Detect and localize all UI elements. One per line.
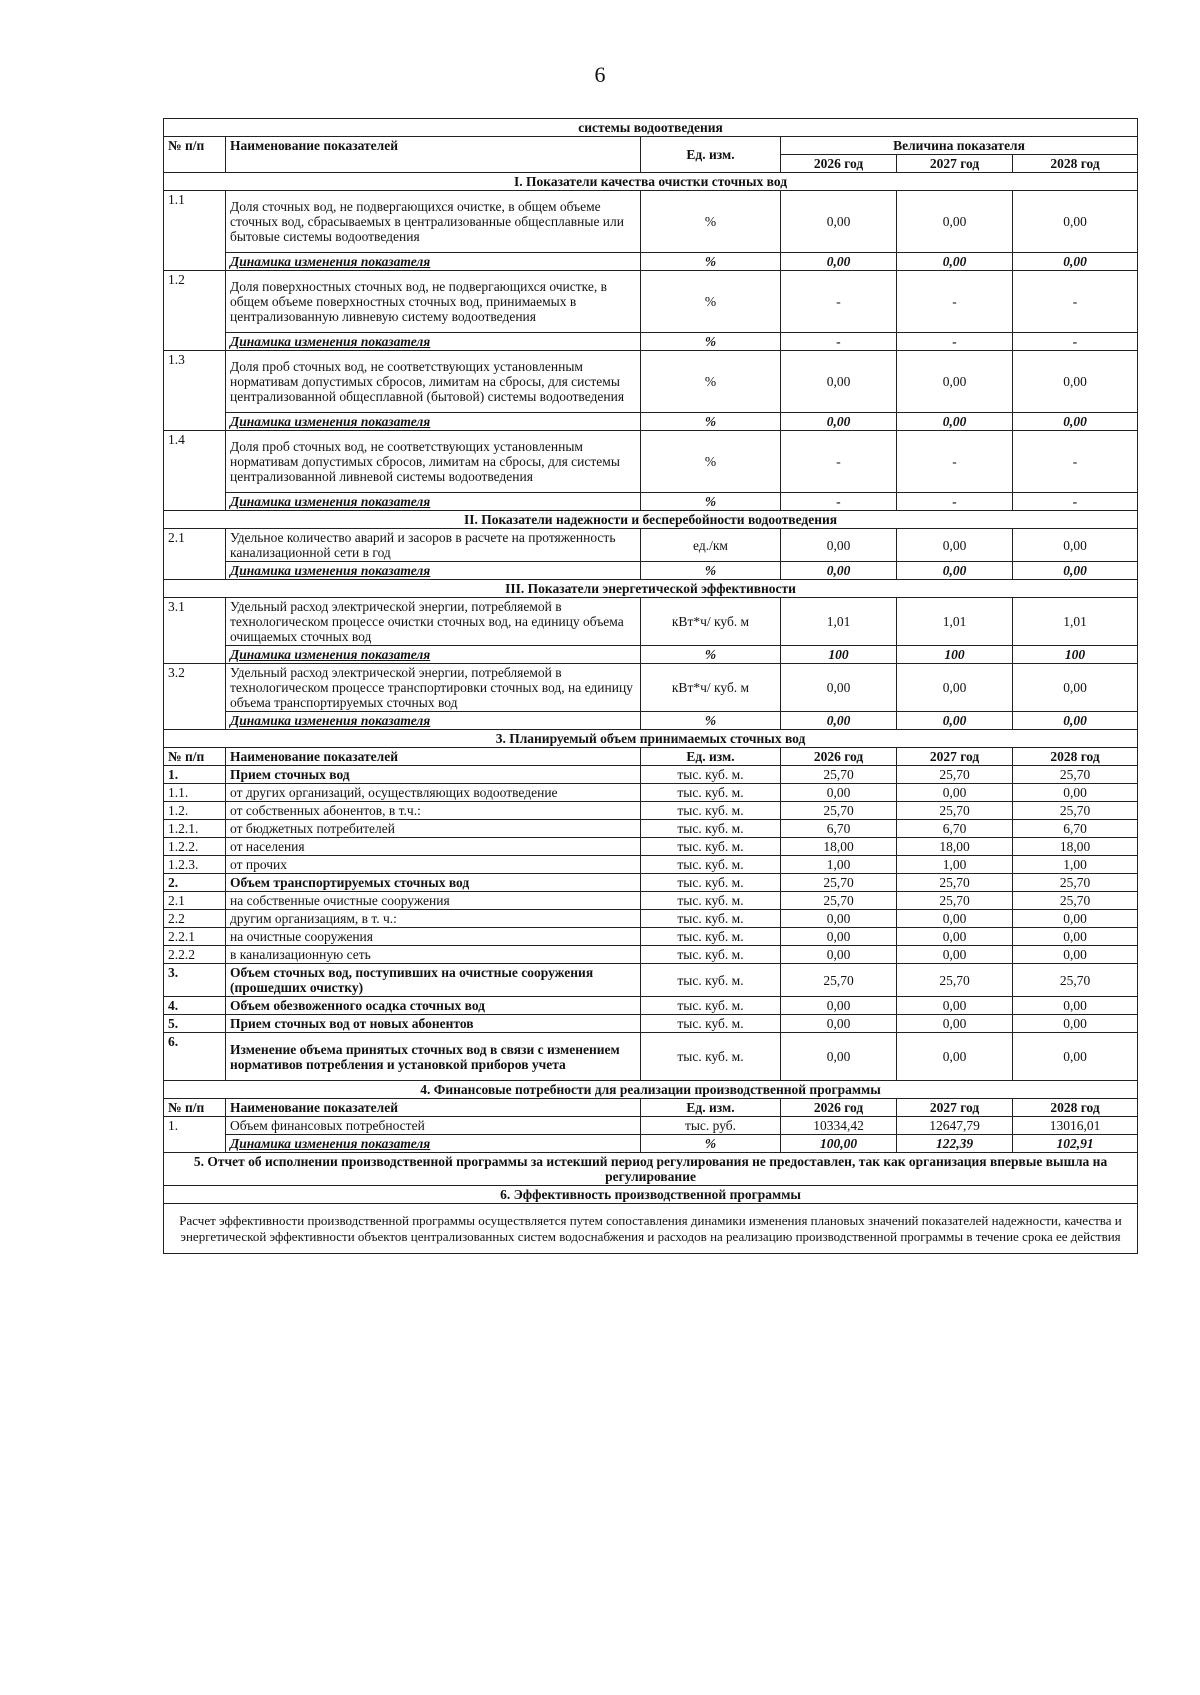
volume-value: 25,70 [1013, 892, 1138, 910]
indicator-value: 0,00 [897, 664, 1013, 712]
indicator-unit: % [641, 431, 781, 493]
section-row [164, 1186, 1138, 1204]
dynamics-unit: % [641, 712, 781, 730]
volume-unit: тыс. куб. м. [641, 928, 781, 946]
volume-header-year: 2026 год [781, 748, 897, 766]
indicator-name: Удельный расход электрической энергии, потребляемой в технологическом процессе очистки сточных вод, на единицу объема очищаемых сточных вод [226, 598, 641, 646]
volume-value: 25,70 [1013, 874, 1138, 892]
indicator-row [164, 191, 1138, 253]
volume-num: 2. [164, 874, 226, 892]
volume-value: 25,70 [1013, 964, 1138, 997]
dynamics-value: - [781, 493, 897, 511]
volume-name: от населения [226, 838, 641, 856]
dynamics-label: Динамика изменения показателя [226, 413, 641, 431]
header-values: Величина показателя [781, 137, 1138, 155]
section-title: 4. Финансовые потребности для реализации производственной программы [164, 1081, 1138, 1099]
volume-num: 2.2.1 [164, 928, 226, 946]
indicator-name: Удельное количество аварий и засоров в расчете на протяженность канализационной сети в год [226, 529, 641, 562]
page-number: 6 [594, 62, 606, 87]
dynamics-value: 0,00 [1013, 413, 1138, 431]
section-row [164, 511, 1138, 529]
volume-unit: тыс. куб. м. [641, 997, 781, 1015]
dynamics-unit: % [641, 493, 781, 511]
volume-unit: тыс. куб. м. [641, 820, 781, 838]
volume-value: 0,00 [897, 997, 1013, 1015]
dynamics-value: 0,00 [897, 562, 1013, 580]
header-num: № п/п [164, 137, 226, 173]
section-row [164, 580, 1138, 598]
indicator-name: Доля проб сточных вод, не соответствующих установленным нормативам допустимых сбросов, лимитам на сбросы, для системы централизованной ливневой системы водоотведения [226, 431, 641, 493]
indicator-num: 3.2 [164, 664, 226, 730]
table-caption: системы водоотведения [164, 119, 1138, 137]
dynamics-label: Динамика изменения показателя [226, 712, 641, 730]
volume-row [164, 856, 1138, 874]
finance-header-unit: Ед. изм. [641, 1099, 781, 1117]
volume-name: Изменение объема принятых сточных вод в связи с изменением нормативов потребления и установкой приборов учета [226, 1033, 641, 1081]
indicator-value: 0,00 [897, 351, 1013, 413]
volume-name: от бюджетных потребителей [226, 820, 641, 838]
volume-header-year: 2028 год [1013, 748, 1138, 766]
volume-value: 1,00 [781, 856, 897, 874]
volume-value: 18,00 [781, 838, 897, 856]
dynamics-unit: % [641, 253, 781, 271]
volume-num: 1.2.2. [164, 838, 226, 856]
dynamics-unit: % [641, 413, 781, 431]
volume-row [164, 820, 1138, 838]
volume-unit: тыс. куб. м. [641, 1033, 781, 1081]
volume-value: 25,70 [897, 766, 1013, 784]
dynamics-value: - [1013, 333, 1138, 351]
section-row [164, 173, 1138, 191]
volume-header-unit: Ед. изм. [641, 748, 781, 766]
indicator-value: - [1013, 271, 1138, 333]
header-unit: Ед. изм. [641, 137, 781, 173]
indicator-unit: % [641, 191, 781, 253]
dynamics-value: 0,00 [897, 413, 1013, 431]
volume-num: 1. [164, 766, 226, 784]
indicator-value: - [781, 431, 897, 493]
dynamics-label: Динамика изменения показателя [226, 562, 641, 580]
table-caption-row [164, 119, 1138, 137]
volume-value: 0,00 [897, 784, 1013, 802]
volume-value: 0,00 [781, 910, 897, 928]
dynamics-row [164, 253, 1138, 271]
volume-value: 25,70 [1013, 766, 1138, 784]
dynamics-value: 0,00 [781, 562, 897, 580]
volume-value: 25,70 [897, 964, 1013, 997]
volume-value: 0,00 [781, 946, 897, 964]
dynamics-value: 0,00 [1013, 712, 1138, 730]
volume-row [164, 874, 1138, 892]
volume-value: 0,00 [897, 946, 1013, 964]
volume-value: 0,00 [897, 1015, 1013, 1033]
header-year: 2027 год [897, 155, 1013, 173]
volume-row [164, 802, 1138, 820]
volume-unit: тыс. куб. м. [641, 838, 781, 856]
dynamics-row [164, 413, 1138, 431]
volume-value: 0,00 [1013, 1033, 1138, 1081]
volume-value: 25,70 [781, 766, 897, 784]
dynamics-value: 0,00 [1013, 253, 1138, 271]
dynamics-value: 100 [781, 646, 897, 664]
volume-value: 0,00 [781, 997, 897, 1015]
finance-value: 12647,79 [897, 1117, 1013, 1135]
volume-name: Прием сточных вод [226, 766, 641, 784]
dynamics-label: Динамика изменения показателя [226, 646, 641, 664]
indicator-unit: ед./км [641, 529, 781, 562]
volume-value: 1,00 [1013, 856, 1138, 874]
header-name: Наименование показателей [226, 137, 641, 173]
section-row [164, 1153, 1138, 1186]
volume-row [164, 964, 1138, 997]
volume-unit: тыс. куб. м. [641, 964, 781, 997]
volume-unit: тыс. куб. м. [641, 784, 781, 802]
indicator-row [164, 351, 1138, 413]
dynamics-row [164, 333, 1138, 351]
volume-row [164, 1033, 1138, 1081]
volume-unit: тыс. куб. м. [641, 1015, 781, 1033]
dynamics-label: Динамика изменения показателя [226, 493, 641, 511]
volume-value: 25,70 [781, 964, 897, 997]
dynamics-row [164, 562, 1138, 580]
finance-value: 13016,01 [1013, 1117, 1138, 1135]
dynamics-value: 0,00 [781, 253, 897, 271]
indicator-unit: кВт*ч/ куб. м [641, 598, 781, 646]
volume-value: 0,00 [897, 1033, 1013, 1081]
volume-name: на собственные очистные сооружения [226, 892, 641, 910]
indicator-row [164, 529, 1138, 562]
section-title: 6. Эффективность производственной программы [164, 1186, 1138, 1204]
finance-name: Объем финансовых потребностей [226, 1117, 641, 1135]
section-title: I. Показатели качества очистки сточных вод [164, 173, 1138, 191]
indicator-unit: кВт*ч/ куб. м [641, 664, 781, 712]
volume-row [164, 892, 1138, 910]
volume-name: Прием сточных вод от новых абонентов [226, 1015, 641, 1033]
volume-row [164, 910, 1138, 928]
indicator-value: 1,01 [1013, 598, 1138, 646]
dynamics-value: 100 [897, 646, 1013, 664]
section-title: 5. Отчет об исполнении производственной программы за истекший период регулирования не предоставлен, так как организация впервые вышла на регулирование [164, 1153, 1138, 1186]
volume-value: 0,00 [781, 928, 897, 946]
volume-value: 25,70 [897, 892, 1013, 910]
indicator-value: 0,00 [897, 191, 1013, 253]
indicator-num: 3.1 [164, 598, 226, 664]
volume-unit: тыс. куб. м. [641, 892, 781, 910]
indicator-value: - [897, 271, 1013, 333]
indicator-value: 0,00 [1013, 191, 1138, 253]
volume-num: 1.2.1. [164, 820, 226, 838]
dynamics-value: 0,00 [1013, 562, 1138, 580]
header-year: 2026 год [781, 155, 897, 173]
table-header-row [164, 137, 1138, 155]
dynamics-value: 100,00 [781, 1135, 897, 1153]
section-row [164, 1081, 1138, 1099]
volume-row [164, 928, 1138, 946]
volume-name: на очистные сооружения [226, 928, 641, 946]
volume-name: Объем транспортируемых сточных вод [226, 874, 641, 892]
dynamics-value: - [781, 333, 897, 351]
dynamics-unit: % [641, 562, 781, 580]
volume-num: 1.2.3. [164, 856, 226, 874]
volume-unit: тыс. куб. м. [641, 766, 781, 784]
volume-name: другим организациям, в т. ч.: [226, 910, 641, 928]
volume-unit: тыс. куб. м. [641, 910, 781, 928]
indicator-value: 1,01 [781, 598, 897, 646]
dynamics-value: 0,00 [897, 253, 1013, 271]
indicator-value: 0,00 [781, 529, 897, 562]
volume-num: 5. [164, 1015, 226, 1033]
finance-header-year: 2028 год [1013, 1099, 1138, 1117]
dynamics-label: Динамика изменения показателя [226, 253, 641, 271]
volume-value: 6,70 [1013, 820, 1138, 838]
finance-header-year: 2026 год [781, 1099, 897, 1117]
dynamics-value: 100 [1013, 646, 1138, 664]
volume-num: 1.1. [164, 784, 226, 802]
volume-value: 25,70 [781, 874, 897, 892]
dynamics-value: 0,00 [897, 712, 1013, 730]
dynamics-unit: % [641, 646, 781, 664]
volume-header-year: 2027 год [897, 748, 1013, 766]
volume-name: Объем обезвоженного осадка сточных вод [226, 997, 641, 1015]
volume-value: 1,00 [897, 856, 1013, 874]
finance-value: 10334,42 [781, 1117, 897, 1135]
finance-dynamics-row [164, 1135, 1138, 1153]
volume-row [164, 997, 1138, 1015]
finance-row [164, 1117, 1138, 1135]
efficiency-text: Расчет эффективности производственной программы осуществляется путем сопоставления динамики изменения плановых значений показателей надежности, качества и энергетической эффективности объектов централизованных систем водоснабжения и расходов на реализацию производственной программы в течение срока ее действия [164, 1204, 1138, 1254]
volume-name: от других организаций, осуществляющих водоотведение [226, 784, 641, 802]
volume-unit: тыс. куб. м. [641, 874, 781, 892]
dynamics-unit: % [641, 333, 781, 351]
indicator-num: 2.1 [164, 529, 226, 580]
dynamics-value: - [897, 493, 1013, 511]
volume-header-name: Наименование показателей [226, 748, 641, 766]
indicator-name: Доля проб сточных вод, не соответствующих установленным нормативам допустимых сбросов, лимитам на сбросы, для системы централизованной общесплавной (бытовой) системы водоотведения [226, 351, 641, 413]
volume-value: 0,00 [1013, 784, 1138, 802]
indicator-name: Доля сточных вод, не подвергающихся очистке, в общем объеме сточных вод, сбрасываемых в централизованные общесплавные или бытовые системы водоотведения [226, 191, 641, 253]
indicator-value: - [781, 271, 897, 333]
dynamics-value: 0,00 [781, 712, 897, 730]
volume-name: от прочих [226, 856, 641, 874]
volume-value: 0,00 [781, 1015, 897, 1033]
volume-header-row [164, 748, 1138, 766]
indicator-row [164, 271, 1138, 333]
indicator-value: 0,00 [781, 664, 897, 712]
volume-row [164, 1015, 1138, 1033]
indicators-table [163, 118, 1138, 1254]
volume-num: 2.2.2 [164, 946, 226, 964]
volume-value: 25,70 [897, 802, 1013, 820]
volume-value: 25,70 [897, 874, 1013, 892]
indicator-value: 0,00 [1013, 351, 1138, 413]
volume-value: 0,00 [781, 784, 897, 802]
section-title: 3. Планируемый объем принимаемых сточных вод [164, 730, 1138, 748]
volume-num: 3. [164, 964, 226, 997]
finance-header-year: 2027 год [897, 1099, 1013, 1117]
efficiency-row [164, 1204, 1138, 1254]
section-title: II. Показатели надежности и бесперебойности водоотведения [164, 511, 1138, 529]
finance-unit: тыс. руб. [641, 1117, 781, 1135]
volume-value: 25,70 [1013, 802, 1138, 820]
volume-value: 6,70 [781, 820, 897, 838]
volume-name: в канализационную сеть [226, 946, 641, 964]
header-year: 2028 год [1013, 155, 1138, 173]
indicator-value: 0,00 [1013, 529, 1138, 562]
volume-value: 0,00 [1013, 1015, 1138, 1033]
volume-unit: тыс. куб. м. [641, 856, 781, 874]
volume-value: 0,00 [1013, 946, 1138, 964]
finance-header-name: Наименование показателей [226, 1099, 641, 1117]
volume-value: 6,70 [897, 820, 1013, 838]
indicator-value: 0,00 [781, 191, 897, 253]
volume-value: 25,70 [781, 892, 897, 910]
volume-name: Объем сточных вод, поступивших на очистные сооружения (прошедших очистку) [226, 964, 641, 997]
indicator-num: 1.3 [164, 351, 226, 431]
volume-row [164, 946, 1138, 964]
indicator-row [164, 431, 1138, 493]
volume-value: 0,00 [897, 928, 1013, 946]
indicator-value: 0,00 [1013, 664, 1138, 712]
volume-row [164, 784, 1138, 802]
indicator-row [164, 598, 1138, 646]
dynamics-value: 0,00 [781, 413, 897, 431]
dynamics-value: - [1013, 493, 1138, 511]
finance-header-row [164, 1099, 1138, 1117]
indicator-value: - [897, 431, 1013, 493]
indicator-num: 1.1 [164, 191, 226, 271]
indicator-value: 0,00 [897, 529, 1013, 562]
dynamics-unit: % [641, 1135, 781, 1153]
dynamics-label: Динамика изменения показателя [226, 1135, 641, 1153]
volume-num: 2.1 [164, 892, 226, 910]
volume-value: 18,00 [1013, 838, 1138, 856]
indicator-value: 1,01 [897, 598, 1013, 646]
volume-row [164, 766, 1138, 784]
volume-value: 25,70 [781, 802, 897, 820]
volume-unit: тыс. куб. м. [641, 802, 781, 820]
dynamics-row [164, 646, 1138, 664]
indicator-name: Доля поверхностных сточных вод, не подвергающихся очистке, в общем объеме поверхностных сточных вод, принимаемых в централизованную ливневую систему водоотведения [226, 271, 641, 333]
volume-value: 0,00 [1013, 928, 1138, 946]
volume-num: 4. [164, 997, 226, 1015]
indicator-name: Удельный расход электрической энергии, потребляемой в технологическом процессе транспортировки сточных вод, на единицу объема транспортируемых сточных вод [226, 664, 641, 712]
dynamics-value: 102,91 [1013, 1135, 1138, 1153]
volume-num: 6. [164, 1033, 226, 1081]
indicator-value: - [1013, 431, 1138, 493]
section-title: III. Показатели энергетической эффективности [164, 580, 1138, 598]
dynamics-value: - [897, 333, 1013, 351]
finance-header-num: № п/п [164, 1099, 226, 1117]
volume-value: 0,00 [1013, 910, 1138, 928]
indicator-num: 1.4 [164, 431, 226, 511]
dynamics-label: Динамика изменения показателя [226, 333, 641, 351]
volume-value: 0,00 [897, 910, 1013, 928]
volume-unit: тыс. куб. м. [641, 946, 781, 964]
indicator-unit: % [641, 271, 781, 333]
finance-num: 1. [164, 1117, 226, 1153]
volume-num: 1.2. [164, 802, 226, 820]
indicator-row [164, 664, 1138, 712]
volume-header-num: № п/п [164, 748, 226, 766]
volume-num: 2.2 [164, 910, 226, 928]
dynamics-value: 122,39 [897, 1135, 1013, 1153]
volume-value: 0,00 [1013, 997, 1138, 1015]
indicator-unit: % [641, 351, 781, 413]
dynamics-row [164, 712, 1138, 730]
volume-value: 18,00 [897, 838, 1013, 856]
dynamics-row [164, 493, 1138, 511]
volume-row [164, 838, 1138, 856]
indicator-value: 0,00 [781, 351, 897, 413]
indicator-num: 1.2 [164, 271, 226, 351]
section-row [164, 730, 1138, 748]
volume-name: от собственных абонентов, в т.ч.: [226, 802, 641, 820]
volume-value: 0,00 [781, 1033, 897, 1081]
